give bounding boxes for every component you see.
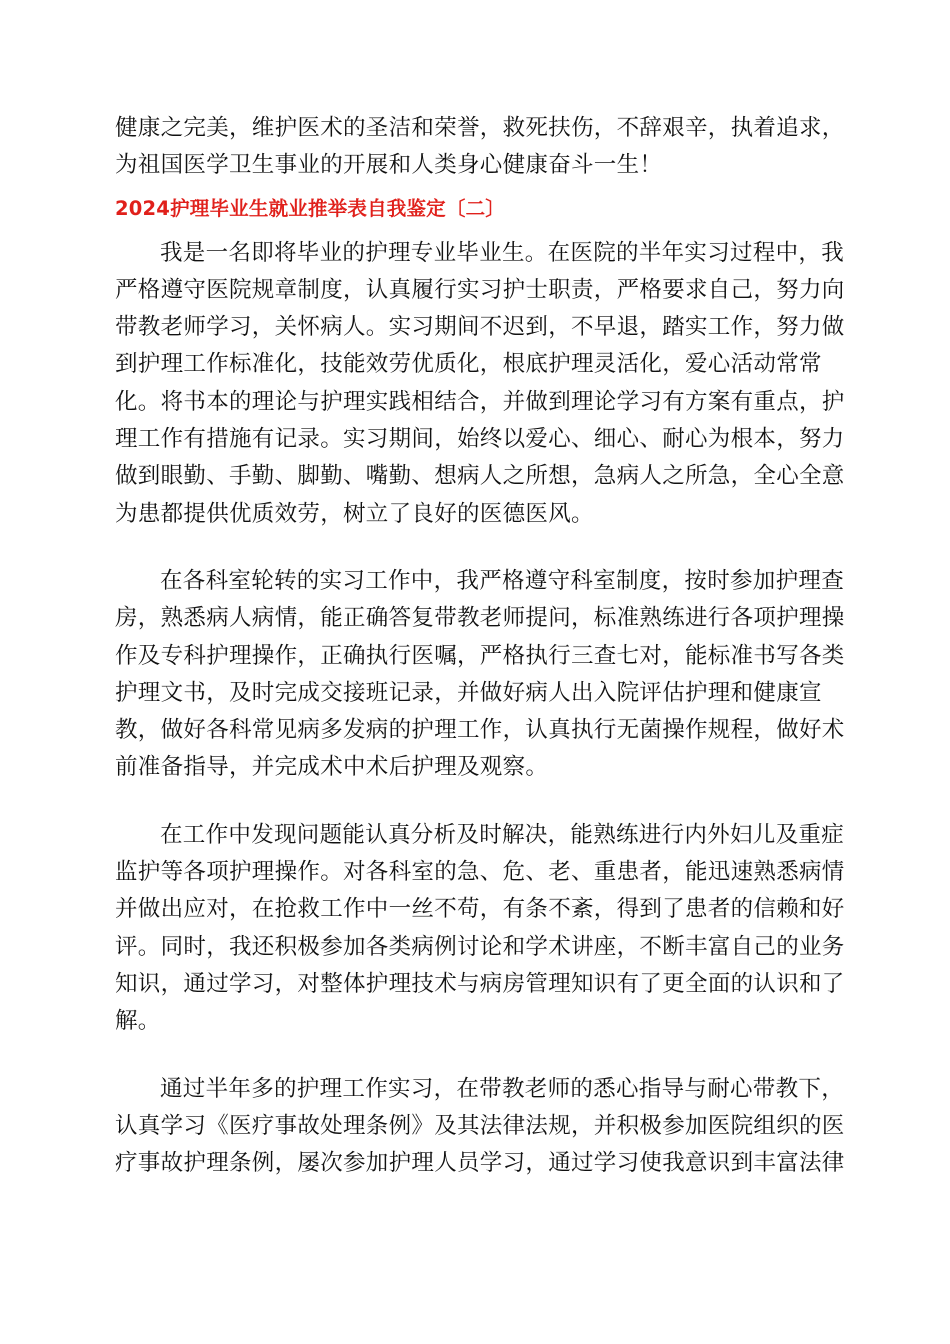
paragraph-line: 知识，通过学习，对整体护理技术与病房管理知识有了更全面的认识和了: [115, 970, 845, 997]
paragraph-line: 疗事故护理条例，屡次参加护理人员学习，通过学习使我意识到丰富法律: [115, 1150, 845, 1177]
intro-line: 为祖国医学卫生事业的开展和人类身心健康奋斗一生！: [115, 152, 663, 179]
paragraph-line: 理工作有措施有记录。实习期间，始终以爱心、细心、耐心为根本，努力: [115, 426, 845, 453]
paragraph-line: 化。将书本的理论与护理实践相结合，并做到理论学习有方案有重点，护: [115, 388, 845, 415]
paragraph-line: 为患都提供优质效劳，树立了良好的医德医风。: [115, 500, 594, 527]
paragraph-gap: [115, 787, 833, 817]
paragraph-line: 通过半年多的护理工作实习，在带教老师的悉心指导与耐心带教下，: [160, 1075, 845, 1102]
paragraph-line: 认真学习《医疗事故处理条例》及其法律法规，并积极参加医院组织的医: [115, 1112, 845, 1139]
paragraph-4: [115, 1071, 845, 1183]
paragraph-line: 在各科室轮转的实习工作中，我严格遵守科室制度，按时参加护理查: [160, 567, 845, 594]
paragraph-gap: [115, 1041, 833, 1071]
paragraph-line: 护理文书，及时完成交接班记录，并做好病人出入院评估护理和健康宣: [115, 679, 822, 706]
paragraph-line: 并做出应对，在抢救工作中一丝不苟，有条不紊，得到了患者的信赖和好: [115, 896, 845, 923]
paragraph-line: 做到眼勤、手勤、脚勤、嘴勤、想病人之所想，急病人之所急，全心全意: [115, 463, 845, 490]
paragraph-2: [115, 563, 845, 787]
paragraph-line: 到护理工作标准化，技能效劳优质化，根底护理灵活化，爱心活动常常: [115, 351, 822, 378]
paragraph-line: 带教老师学习，关怀病人。实习期间不迟到，不早退，踏实工作，努力做: [115, 314, 845, 341]
paragraph-line: 房，熟悉病人病情，能正确答复带教老师提问，标准熟练进行各项护理操: [115, 605, 845, 632]
document-body: [115, 110, 845, 1182]
paragraph-line: 解。: [115, 1008, 161, 1035]
paragraph-line: 监护等各项护理操作。对各科室的急、危、老、重患者，能迅速熟悉病情: [115, 859, 845, 886]
paragraph-line: 评。同时，我还积极参加各类病例讨论和学术讲座，不断丰富自己的业务: [115, 933, 845, 960]
paragraph-line: 在工作中发现问题能认真分析及时解决，能熟练进行内外妇儿及重症: [160, 821, 845, 848]
section-heading: 2024护理毕业生就业推举表自我鉴定〔二〕: [115, 196, 505, 220]
paragraph-line: 前准备指导，并完成术中术后护理及观察。: [115, 754, 549, 781]
paragraph-line: 严格遵守医院规章制度，认真履行实习护士职责，严格要求自己，努力向: [115, 276, 845, 303]
paragraph-gap: [115, 533, 833, 563]
paragraph-1: [115, 235, 845, 533]
paragraph-line: 教，做好各科常见病多发病的护理工作，认真执行无菌操作规程，做好术: [115, 717, 845, 744]
paragraph-3: [115, 817, 845, 1041]
paragraph-line: 我是一名即将毕业的护理专业毕业生。在医院的半年实习过程中，我: [160, 239, 845, 266]
paragraph-line: 作及专科护理操作，正确执行医嘱，严格执行三查七对，能标准书写各类: [115, 642, 845, 669]
intro-line: 健康之完美，维护医术的圣洁和荣誉，救死扶伤，不辞艰辛，执着追求，: [115, 115, 845, 141]
